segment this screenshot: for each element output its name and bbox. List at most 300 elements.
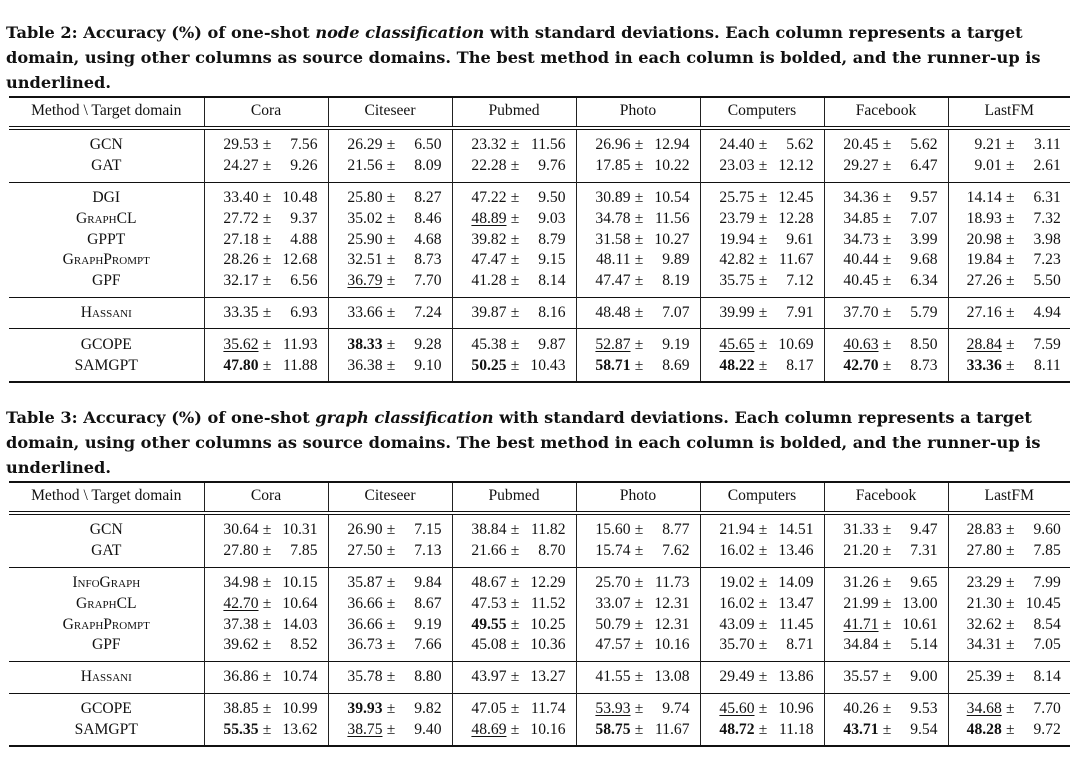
value-cell <box>328 182 452 208</box>
table-row <box>9 355 1070 382</box>
method-name: GPF <box>91 272 121 290</box>
pm-symbol: ± <box>882 136 892 154</box>
value <box>711 356 814 376</box>
pm-symbol: ± <box>386 188 396 206</box>
value-cell <box>576 593 700 614</box>
mean-value: 30.89 <box>595 188 631 206</box>
value <box>587 667 690 687</box>
table-row <box>9 182 1070 208</box>
value-cell <box>204 567 328 593</box>
pm-symbol: ± <box>634 157 644 175</box>
value-cell <box>204 182 328 208</box>
value-cell <box>452 250 576 271</box>
value-cell <box>452 567 576 593</box>
value <box>215 594 318 614</box>
pm-symbol: ± <box>634 699 644 717</box>
table2 <box>9 96 1070 383</box>
pm-symbol: ± <box>634 303 644 321</box>
std-value: 7.13 <box>414 542 442 560</box>
value <box>339 303 442 323</box>
value-cell <box>204 541 328 567</box>
value-cell <box>948 208 1070 229</box>
mean-value: 34.98 <box>223 573 259 591</box>
value <box>463 271 566 291</box>
pm-symbol: ± <box>262 720 272 738</box>
pm-symbol: ± <box>262 188 272 206</box>
pm-symbol: ± <box>882 699 892 717</box>
value-cell <box>204 271 328 297</box>
pm-symbol: ± <box>510 521 520 539</box>
value-cell <box>204 329 328 355</box>
value-cell <box>824 297 948 329</box>
pm-symbol: ± <box>262 136 272 154</box>
pm-symbol: ± <box>1005 335 1015 353</box>
mean-value: 39.93 <box>347 699 383 717</box>
mean-value: 19.94 <box>719 230 755 248</box>
std-value: 10.16 <box>530 720 566 738</box>
std-value: 8.09 <box>414 157 442 175</box>
std-value: 7.99 <box>1033 573 1061 591</box>
table-row <box>9 661 1070 693</box>
value-cell <box>824 614 948 635</box>
pm-symbol: ± <box>510 699 520 717</box>
mean-value: 19.02 <box>719 573 755 591</box>
table-row <box>9 541 1070 567</box>
value <box>463 303 566 323</box>
value <box>339 594 442 614</box>
value <box>339 356 442 376</box>
pm-symbol: ± <box>262 615 272 633</box>
value-cell <box>824 661 948 693</box>
std-value: 7.85 <box>290 542 318 560</box>
method-name: GraphPrompt <box>62 251 150 269</box>
mean-value: 48.22 <box>719 356 755 374</box>
value-cell <box>328 297 452 329</box>
value <box>339 271 442 291</box>
method-name: GCN <box>89 521 123 539</box>
value-cell <box>328 661 452 693</box>
std-value: 7.59 <box>1033 335 1061 353</box>
value-cell <box>452 182 576 208</box>
value <box>711 699 814 719</box>
value <box>958 699 1061 719</box>
value <box>835 156 938 176</box>
std-value: 7.15 <box>414 521 442 539</box>
std-value: 5.14 <box>910 636 938 654</box>
value-cell <box>452 614 576 635</box>
value-cell <box>824 156 948 182</box>
mean-value: 32.51 <box>347 251 383 269</box>
value-cell <box>948 297 1070 329</box>
value <box>711 635 814 655</box>
value <box>587 635 690 655</box>
value <box>958 209 1061 229</box>
method-name: Hassani <box>80 668 132 686</box>
mean-value: 58.75 <box>595 720 631 738</box>
method-name: SAMGPT <box>74 720 138 738</box>
method-name: GAT <box>91 542 122 560</box>
mean-value: 27.16 <box>966 303 1002 321</box>
header-domain: Citeseer <box>328 97 452 128</box>
mean-value: 21.20 <box>843 542 879 560</box>
value <box>215 520 318 540</box>
method-name: DGI <box>92 188 121 206</box>
std-value: 8.69 <box>662 356 690 374</box>
mean-value: 9.21 <box>974 136 1002 154</box>
std-value: 5.50 <box>1033 272 1061 290</box>
pm-symbol: ± <box>1005 668 1015 686</box>
pm-symbol: ± <box>634 136 644 154</box>
value-cell <box>700 329 824 355</box>
pm-symbol: ± <box>510 272 520 290</box>
std-value: 12.68 <box>282 251 318 269</box>
pm-symbol: ± <box>510 356 520 374</box>
mean-value: 48.89 <box>471 209 507 227</box>
mean-value: 23.29 <box>966 573 1002 591</box>
pm-symbol: ± <box>1005 636 1015 654</box>
pm-symbol: ± <box>882 636 892 654</box>
pm-symbol: ± <box>386 209 396 227</box>
mean-value: 36.66 <box>347 594 383 612</box>
value-cell <box>948 229 1070 250</box>
value-cell <box>700 614 824 635</box>
std-value: 9.84 <box>414 573 442 591</box>
mean-value: 50.79 <box>595 615 631 633</box>
table3 <box>9 481 1070 747</box>
value <box>835 615 938 635</box>
value <box>835 209 938 229</box>
value <box>711 209 814 229</box>
value <box>835 594 938 614</box>
mean-value: 35.62 <box>223 335 259 353</box>
value-cell <box>328 693 452 719</box>
pm-symbol: ± <box>758 521 768 539</box>
std-value: 6.50 <box>414 136 442 154</box>
value-cell <box>328 635 452 661</box>
std-value: 8.70 <box>538 542 566 560</box>
value <box>339 135 442 155</box>
pm-symbol: ± <box>758 615 768 633</box>
value-cell <box>948 182 1070 208</box>
value-cell <box>328 513 452 541</box>
value-cell <box>452 593 576 614</box>
value-cell <box>576 541 700 567</box>
value <box>463 520 566 540</box>
mean-value: 48.11 <box>595 251 631 269</box>
pm-symbol: ± <box>386 615 396 633</box>
value <box>215 335 318 355</box>
pm-symbol: ± <box>634 272 644 290</box>
pm-symbol: ± <box>386 573 396 591</box>
value <box>835 250 938 270</box>
value-cell <box>452 128 576 156</box>
value-cell <box>452 541 576 567</box>
value <box>958 594 1061 614</box>
mean-value: 31.26 <box>843 573 879 591</box>
pm-symbol: ± <box>634 188 644 206</box>
pm-symbol: ± <box>882 272 892 290</box>
value <box>835 135 938 155</box>
value-cell <box>328 271 452 297</box>
pm-symbol: ± <box>758 136 768 154</box>
std-value: 8.73 <box>414 251 442 269</box>
pm-symbol: ± <box>882 188 892 206</box>
mean-value: 20.45 <box>843 136 879 154</box>
row-group <box>9 693 1070 746</box>
mean-value: 36.86 <box>223 668 259 686</box>
std-value: 9.03 <box>538 209 566 227</box>
header-domain: Citeseer <box>328 482 452 513</box>
table-row <box>9 128 1070 156</box>
value-cell <box>204 513 328 541</box>
value-cell <box>700 250 824 271</box>
std-value: 9.28 <box>414 335 442 353</box>
value <box>835 230 938 250</box>
mean-value: 47.53 <box>471 594 507 612</box>
mean-value: 23.03 <box>719 157 755 175</box>
value <box>339 573 442 593</box>
value <box>339 667 442 687</box>
pm-symbol: ± <box>758 699 768 717</box>
std-value: 2.61 <box>1033 157 1061 175</box>
value-cell <box>948 250 1070 271</box>
pm-symbol: ± <box>882 615 892 633</box>
std-value: 7.66 <box>414 636 442 654</box>
pm-symbol: ± <box>882 521 892 539</box>
std-value: 7.70 <box>414 272 442 290</box>
method-name: Hassani <box>80 303 132 321</box>
mean-value: 23.79 <box>719 209 755 227</box>
pm-symbol: ± <box>882 668 892 686</box>
mean-value: 39.87 <box>471 303 507 321</box>
std-value: 9.61 <box>786 230 814 248</box>
std-value: 11.93 <box>282 335 318 353</box>
std-value: 9.74 <box>662 699 690 717</box>
pm-symbol: ± <box>1005 356 1015 374</box>
std-value: 7.70 <box>1033 699 1061 717</box>
header-domain: Computers <box>700 97 824 128</box>
value <box>339 520 442 540</box>
mean-value: 38.33 <box>347 335 383 353</box>
pm-symbol: ± <box>386 230 396 248</box>
std-value: 8.77 <box>662 521 690 539</box>
pm-symbol: ± <box>510 668 520 686</box>
mean-value: 25.39 <box>966 668 1002 686</box>
pm-symbol: ± <box>634 230 644 248</box>
mean-value: 42.82 <box>719 251 755 269</box>
value <box>339 188 442 208</box>
std-value: 10.99 <box>282 699 318 717</box>
value <box>835 635 938 655</box>
value-cell <box>948 329 1070 355</box>
pm-symbol: ± <box>758 209 768 227</box>
pm-symbol: ± <box>1005 573 1015 591</box>
value-cell <box>948 567 1070 593</box>
std-value: 7.07 <box>910 209 938 227</box>
std-value: 14.03 <box>282 615 318 633</box>
std-value: 7.31 <box>910 542 938 560</box>
value-cell <box>452 635 576 661</box>
mean-value: 42.70 <box>843 356 879 374</box>
value <box>463 156 566 176</box>
mean-value: 34.85 <box>843 209 879 227</box>
std-value: 11.82 <box>530 521 566 539</box>
value <box>215 356 318 376</box>
pm-symbol: ± <box>758 720 768 738</box>
value <box>958 230 1061 250</box>
row-group <box>9 297 1070 329</box>
value-cell <box>452 355 576 382</box>
std-value: 9.68 <box>910 251 938 269</box>
mean-value: 27.18 <box>223 230 259 248</box>
value <box>711 303 814 323</box>
header-row <box>9 97 1070 128</box>
std-value: 7.12 <box>786 272 814 290</box>
value-cell <box>700 567 824 593</box>
value-cell <box>328 329 452 355</box>
std-value: 10.27 <box>654 230 690 248</box>
mean-value: 41.55 <box>595 668 631 686</box>
mean-value: 25.90 <box>347 230 383 248</box>
std-value: 9.50 <box>538 188 566 206</box>
std-value: 8.71 <box>786 636 814 654</box>
std-value: 8.52 <box>290 636 318 654</box>
pm-symbol: ± <box>758 157 768 175</box>
value <box>339 541 442 561</box>
mean-value: 40.45 <box>843 272 879 290</box>
value-cell <box>700 635 824 661</box>
std-value: 12.28 <box>778 209 814 227</box>
mean-value: 37.70 <box>843 303 879 321</box>
value-cell <box>452 661 576 693</box>
header-row <box>9 482 1070 513</box>
value <box>587 303 690 323</box>
row-group <box>9 567 1070 661</box>
mean-value: 24.40 <box>719 136 755 154</box>
mean-value: 33.66 <box>347 303 383 321</box>
header-domain: LastFM <box>948 97 1070 128</box>
value <box>958 615 1061 635</box>
value-cell <box>700 355 824 382</box>
value <box>958 520 1061 540</box>
mean-value: 39.62 <box>223 636 259 654</box>
mean-value: 41.71 <box>843 615 879 633</box>
pm-symbol: ± <box>634 594 644 612</box>
pm-symbol: ± <box>634 356 644 374</box>
mean-value: 40.63 <box>843 335 879 353</box>
header-domain: Photo <box>576 482 700 513</box>
value-cell <box>576 567 700 593</box>
value-cell <box>452 719 576 746</box>
value-cell <box>328 250 452 271</box>
mean-value: 47.47 <box>595 272 631 290</box>
value-cell <box>452 271 576 297</box>
value <box>835 667 938 687</box>
mean-value: 22.28 <box>471 157 507 175</box>
value-cell <box>948 693 1070 719</box>
header-domain: Facebook <box>824 97 948 128</box>
row-group <box>9 128 1070 182</box>
pm-symbol: ± <box>634 668 644 686</box>
value <box>215 573 318 593</box>
mean-value: 15.74 <box>595 542 631 560</box>
pm-symbol: ± <box>510 157 520 175</box>
value <box>215 250 318 270</box>
mean-value: 27.80 <box>966 542 1002 560</box>
value <box>463 615 566 635</box>
std-value: 13.86 <box>778 668 814 686</box>
pm-symbol: ± <box>634 335 644 353</box>
mean-value: 27.80 <box>223 542 259 560</box>
value-cell <box>576 297 700 329</box>
std-value: 7.85 <box>1033 542 1061 560</box>
std-value: 9.10 <box>414 356 442 374</box>
pm-symbol: ± <box>262 356 272 374</box>
table-row <box>9 593 1070 614</box>
value-cell <box>452 693 576 719</box>
std-value: 11.74 <box>530 699 566 717</box>
mean-value: 47.22 <box>471 188 507 206</box>
value-cell <box>824 635 948 661</box>
value <box>711 541 814 561</box>
value <box>339 250 442 270</box>
mean-value: 28.84 <box>966 335 1002 353</box>
header-domain: Computers <box>700 482 824 513</box>
value-cell <box>328 128 452 156</box>
value <box>463 594 566 614</box>
std-value: 10.64 <box>282 594 318 612</box>
pm-symbol: ± <box>758 303 768 321</box>
pm-symbol: ± <box>510 594 520 612</box>
pm-symbol: ± <box>634 573 644 591</box>
mean-value: 18.93 <box>966 209 1002 227</box>
std-value: 10.74 <box>282 668 318 686</box>
value <box>463 135 566 155</box>
pm-symbol: ± <box>262 157 272 175</box>
value-cell <box>948 719 1070 746</box>
value <box>215 667 318 687</box>
value <box>215 615 318 635</box>
pm-symbol: ± <box>386 303 396 321</box>
value <box>339 720 442 740</box>
value-cell <box>700 271 824 297</box>
value-cell <box>328 614 452 635</box>
value-cell <box>204 156 328 182</box>
std-value: 8.46 <box>414 209 442 227</box>
std-value: 10.22 <box>654 157 690 175</box>
value-cell <box>700 297 824 329</box>
std-value: 13.00 <box>902 594 938 612</box>
value <box>711 520 814 540</box>
value-cell <box>204 593 328 614</box>
mean-value: 41.28 <box>471 272 507 290</box>
value <box>958 271 1061 291</box>
pm-symbol: ± <box>1005 303 1015 321</box>
std-value: 7.23 <box>1033 251 1061 269</box>
header-domain: Cora <box>204 97 328 128</box>
mean-value: 24.27 <box>223 157 259 175</box>
value-cell <box>576 229 700 250</box>
mean-value: 9.01 <box>974 157 1002 175</box>
value-cell <box>204 128 328 156</box>
value <box>835 335 938 355</box>
value-cell <box>700 208 824 229</box>
std-value: 11.56 <box>654 209 690 227</box>
value-cell <box>576 128 700 156</box>
value-cell <box>948 355 1070 382</box>
mean-value: 14.14 <box>966 188 1002 206</box>
value <box>835 188 938 208</box>
